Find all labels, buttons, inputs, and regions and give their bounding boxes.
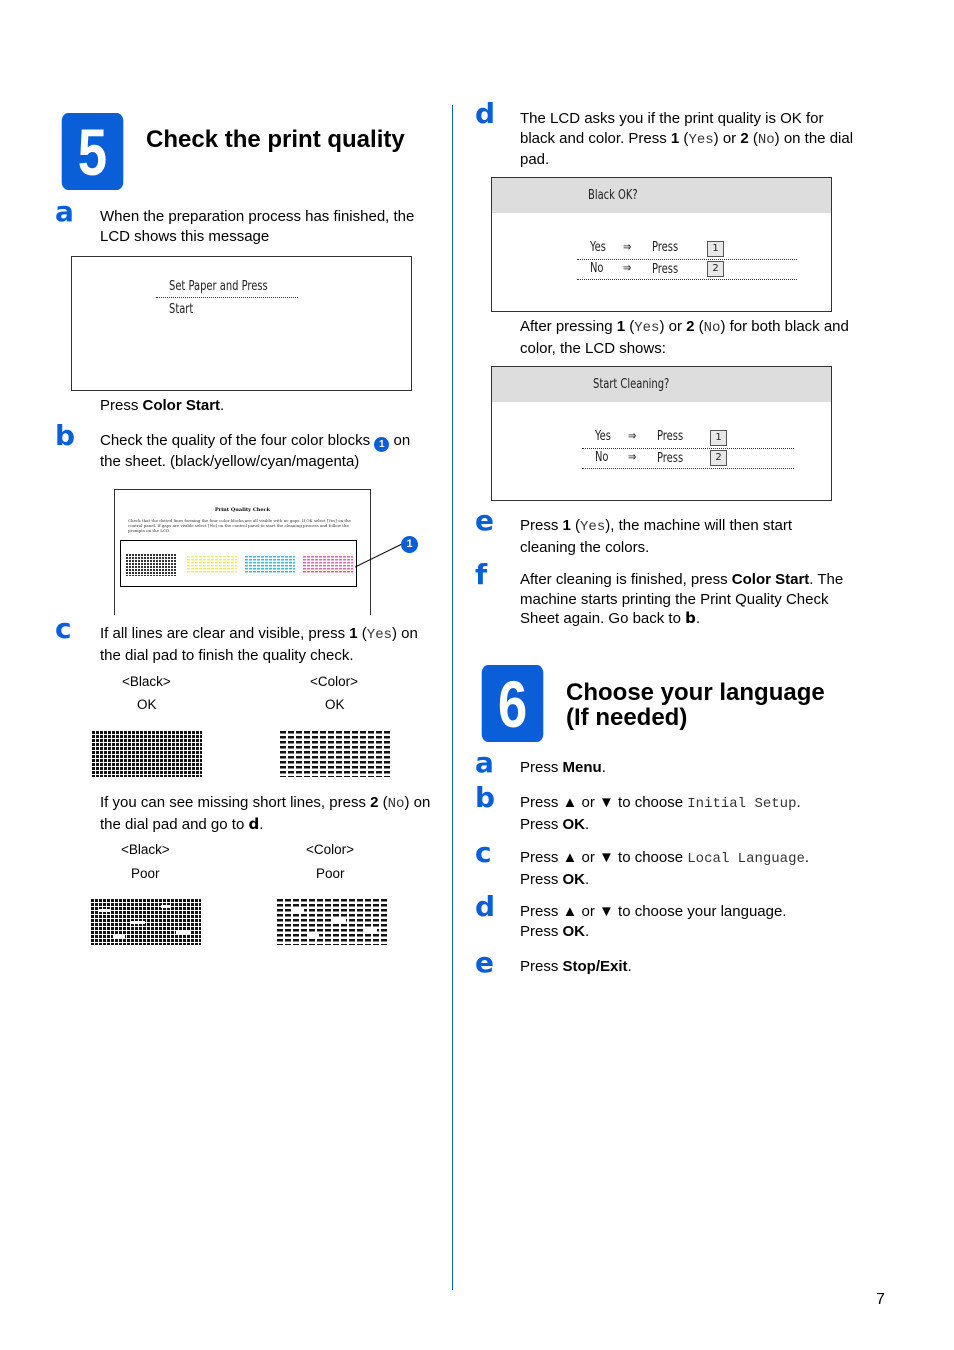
lcd-header-text: Black OK? [588,188,638,203]
arrow-icon: ⇒ [623,261,632,276]
callout-1-icon: 1 [374,437,389,452]
ok-black-label: <Black> [122,674,171,689]
lcd-row-no-label: No [595,450,609,465]
yellow-block [187,556,237,574]
press-color-start-text: Press Color Start. [100,397,225,414]
lcd-screen-black-ok [491,177,832,312]
key-1-icon: 1 [710,430,727,446]
lcd-row-no-press: Press [657,451,684,466]
step6-a-text: Press Menu. [520,759,606,776]
magenta-block [303,556,353,574]
arrow-icon: ⇒ [628,450,637,465]
lcd-row-yes-press: Press [657,429,684,444]
ok-color-value: OK [325,697,345,712]
key-2-icon: 2 [710,450,727,466]
ok-black-value: OK [137,697,157,712]
ok-black-pattern [92,731,202,777]
step-number-badge: 6 [482,665,544,742]
lcd-screen-start-cleaning [491,366,832,501]
step6-e-text: Press Stop/Exit. [520,958,632,975]
section-title-line-1: Choose your language [566,679,825,706]
step6-letter-c: c [475,836,492,869]
after-pressing-text: After pressing 1 (Yes) or 2 (No) for both black and color, the LCD shows: [520,318,849,357]
step-letter-a: a [55,195,74,228]
step6-letter-d: d [475,890,496,923]
step-letter-e: e [475,504,494,537]
lcd-line-1: Set Paper and Press [169,279,268,294]
step-e-text: Press 1 (Yes), the machine will then start cleaning the colors. [520,517,792,556]
lcd-divider [582,448,794,449]
section-title: Check the print quality [146,126,405,153]
step-a-text: When the preparation process has finished, the LCD shows this message [100,208,415,245]
sheet-title: Print Quality Check [214,507,271,513]
column-divider [452,105,453,1290]
arrow-icon: ⇒ [628,429,637,444]
ok-color-pattern [280,731,390,777]
lcd-row-no-label: No [590,261,604,276]
lcd-divider [577,279,797,280]
cyan-block [245,556,295,574]
lcd-row-yes-label: Yes [595,429,611,444]
poor-black-pattern [91,899,201,945]
step-d-text: The LCD asks you if the print quality is OK for black and color. Press 1 (Yes) or 2 (No) on the dial pad. [520,110,854,168]
lcd-row-no-press: Press [652,262,679,277]
lcd-divider [582,468,794,469]
callout-1-badge: 1 [401,536,418,553]
sheet-instructions: Check that the dotted lines forming the four color blocks are all visible with no gaps. If OK select [Yes] on the control panel. If gaps are visible select [No] on the control panel to start the cleaning process and follow the prompts on the LCD. [128,518,351,533]
step6-b-text: Press ▲ or ▼ to choose Initial Setup. Press OK. [520,794,801,833]
poor-black-value: Poor [131,866,160,881]
step-number-badge: 5 [62,113,124,190]
lcd-header-text: Start Cleaning? [593,377,670,392]
callout-leader-line [355,540,405,570]
step-b-text: Check the quality of the four color blocks 1 on the sheet. (black/yellow/cyan/magenta) [100,432,411,470]
step6-c-text: Press ▲ or ▼ to choose Local Language. Press OK. [520,849,810,888]
lcd-header-bar [492,178,831,213]
poor-color-value: Poor [316,866,345,881]
lcd-row-yes-press: Press [652,240,679,255]
poor-color-label: <Color> [306,842,355,857]
lcd-line-2: Start [169,302,194,317]
ok-color-label: <Color> [310,674,359,689]
step6-letter-b: b [475,781,496,814]
step6-d-text: Press ▲ or ▼ to choose your language. Press OK. [520,903,787,940]
poor-color-pattern [277,899,387,945]
step-letter-b: b [55,419,76,452]
step-f-text: After cleaning is finished, press Color Start. The machine starts printing the Print Quality Check Sheet again. Go back to b. [520,571,844,627]
step-letter-c: c [55,612,72,645]
lcd-row-yes-label: Yes [590,240,606,255]
poor-black-label: <Black> [121,842,170,857]
step-c-text: If all lines are clear and visible, press 1 (Yes) on the dial pad to finish the quality check. [100,625,418,664]
page-number: 7 [876,1291,885,1308]
step6-letter-e: e [475,946,494,979]
lcd-divider [577,259,797,260]
lcd-divider [156,297,298,298]
lcd-screen-set-paper [71,256,412,391]
poor-instruction-text: If you can see missing short lines, press 2 (No) on the dial pad and go to d. [100,794,431,833]
arrow-icon: ⇒ [623,240,632,255]
step-letter-f: f [475,558,488,591]
section-title-line-2: (If needed) [566,704,688,731]
color-blocks-frame [120,540,357,587]
print-quality-sheet [114,489,371,615]
key-1-icon: 1 [707,241,724,257]
step-letter-d: d [475,97,496,130]
step6-letter-a: a [475,746,494,779]
black-block [126,554,176,576]
key-2-icon: 2 [707,261,724,277]
